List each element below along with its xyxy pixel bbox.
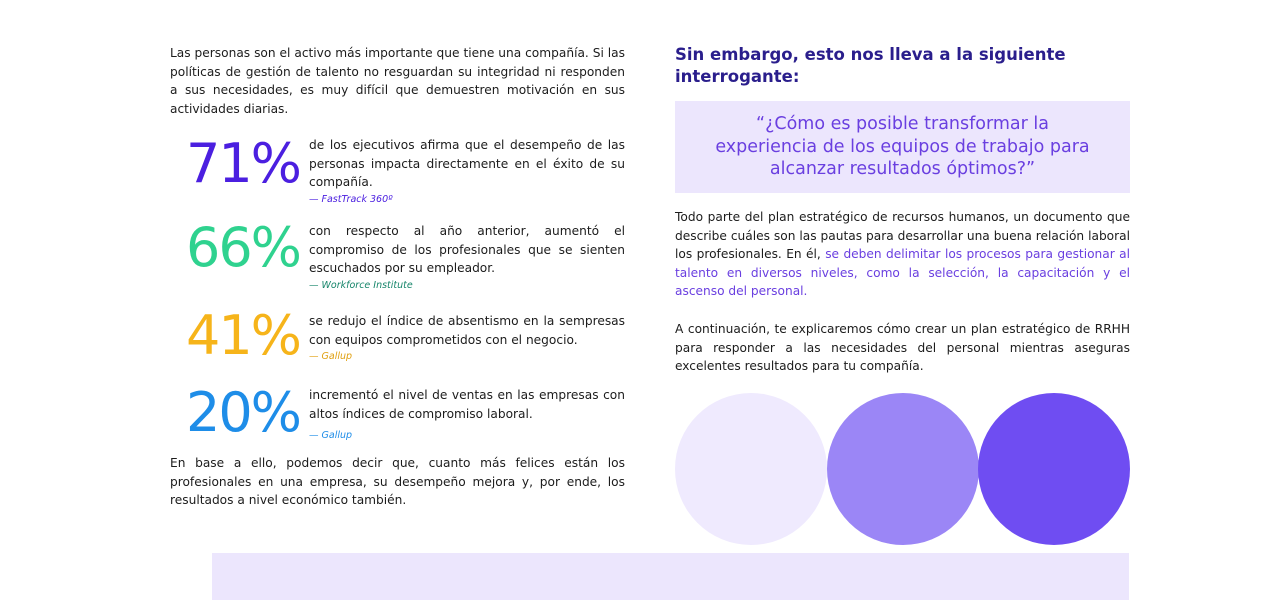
right-column xyxy=(675,44,1130,374)
stat-text xyxy=(309,312,625,363)
stat-value: 71% xyxy=(185,132,300,195)
stat-text xyxy=(309,136,625,206)
section-heading: Sin embargo, esto nos lleva a la siguiente interrogante: xyxy=(675,45,1066,86)
stat-description: incrementó el nivel de ventas en las empresas con altos índices de compromiso laboral. xyxy=(309,388,625,421)
left-column xyxy=(170,44,625,508)
circle-mid xyxy=(827,393,979,545)
circle-dark xyxy=(978,393,1130,545)
stat-value: 41% xyxy=(185,304,300,367)
stat-source: — Gallup xyxy=(309,430,353,442)
strategy-text: Todo parte del plan estratégico de recursos humanos, un documento que describe cuáles son las pautas para desarrollar una buena relación laboral los profesionales. En él, xyxy=(675,210,1130,262)
stat-description: de los ejecutivos afirma que el desempeño de las personas impacta directamente en el éxito de su compañía. xyxy=(309,138,625,190)
next-steps-paragraph: A continuación, te explicaremos cómo crear un plan estratégico de RRHH para responder a las necesidades del personal mientras aseguras excelentes resultados para tu compañía. xyxy=(675,322,1130,374)
strategy-paragraph xyxy=(675,208,1130,301)
stat-description: se redujo el índice de absentismo en la sempresas con equipos comprometidos con el negocio. xyxy=(309,314,625,347)
quote-text: “¿Cómo es posible transformar la experiencia de los equipos de trabajo para alcanzar resultados óptimos?” xyxy=(715,114,1090,180)
intro-paragraph: Las personas son el activo más importante que tiene una compañía. Si las políticas de gestión de talento no resguardan su integridad ni responden a sus necesidades, es muy difícil que demuestren motivación en sus actividades diarias. xyxy=(170,46,625,116)
stat-source: — FastTrack 360º xyxy=(309,193,393,205)
bottom-band xyxy=(212,553,1129,600)
stat-description: con respecto al año anterior, aumentó el compromiso de los profesionales que se sienten escuchados por su empleador. xyxy=(309,224,625,276)
circle-light xyxy=(675,393,827,545)
quote-box xyxy=(675,101,1130,193)
stat-value: 20% xyxy=(185,381,300,444)
stat-source: — Gallup xyxy=(309,351,353,363)
stat-text xyxy=(309,386,625,442)
stat-value: 66% xyxy=(185,216,300,279)
highlighted-text: se deben delimitar los procesos para gestionar al talento en diversos niveles, como la selección, la capacitación y el ascenso del personal. xyxy=(675,247,1130,299)
stat-source: — Workforce Institute xyxy=(309,279,413,291)
stat-text xyxy=(309,222,625,292)
conclusion-paragraph: En base a ello, podemos decir que, cuanto más felices están los profesionales en una empresa, su desempeño mejora y, por ende, los resultados a nivel económico también. xyxy=(170,456,625,508)
